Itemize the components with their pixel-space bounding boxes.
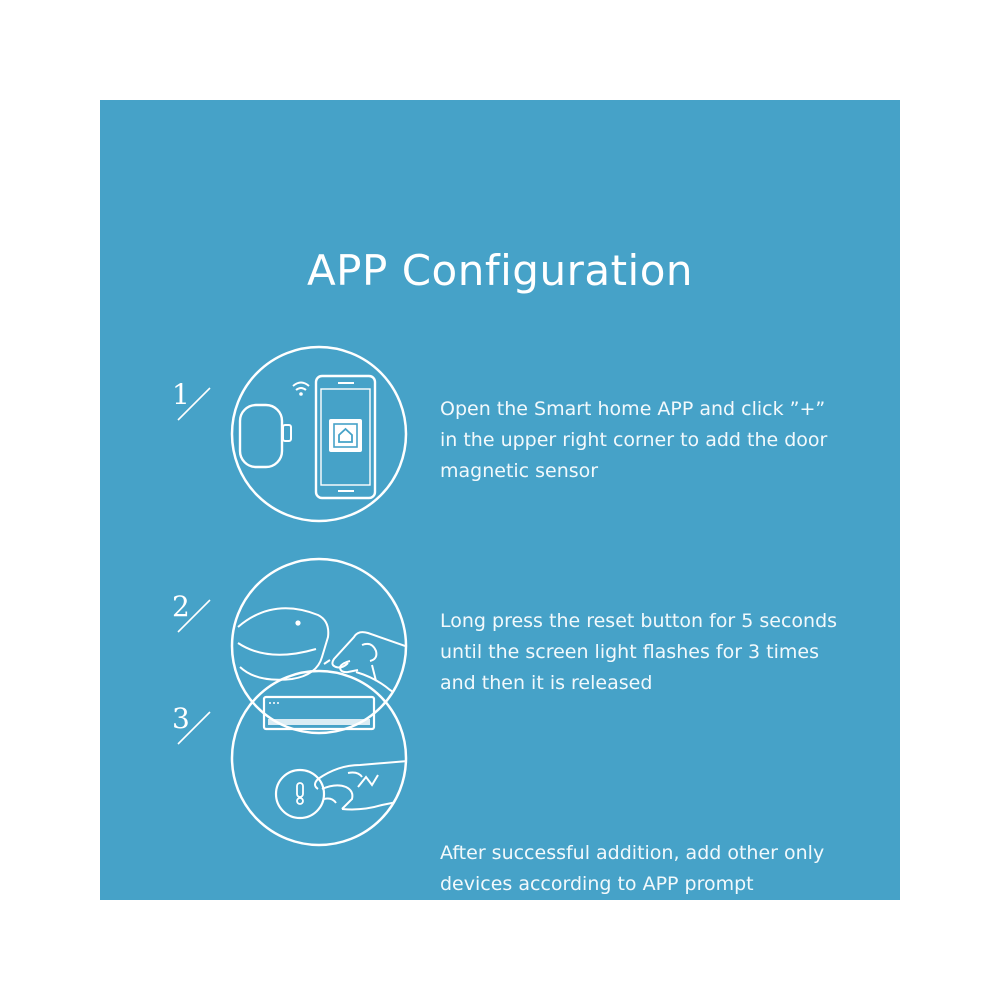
step-number: 3 (172, 702, 190, 735)
step-line: until the screen light flashes for 3 times (440, 641, 819, 663)
step-line: and then it is released (440, 672, 653, 694)
step-divider-slash (176, 384, 214, 422)
step-line: Long press the reset button for 5 seconds (440, 610, 838, 632)
step-line: After successful addition, add other only (440, 842, 825, 864)
step-2 (100, 472, 900, 694)
step-1 (100, 260, 900, 482)
step-divider-slash (176, 596, 214, 634)
step-description (440, 838, 880, 900)
step-line: Open the Smart home APP and click ”+” (440, 398, 826, 420)
step-line: magnetic sensor (440, 460, 599, 482)
air-conditioner-and-hand-with-sensor-icon (230, 669, 408, 847)
configuration-panel (100, 100, 900, 900)
step-number: 2 (172, 590, 190, 623)
step-divider-slash (176, 708, 214, 746)
step-number: 1 (172, 378, 190, 411)
step-line: devices according to APP prompt (440, 873, 754, 895)
step-line: in the upper right corner to add the door (440, 429, 828, 451)
step-3 (100, 684, 900, 895)
page-title: APP Configuration (306, 246, 694, 295)
